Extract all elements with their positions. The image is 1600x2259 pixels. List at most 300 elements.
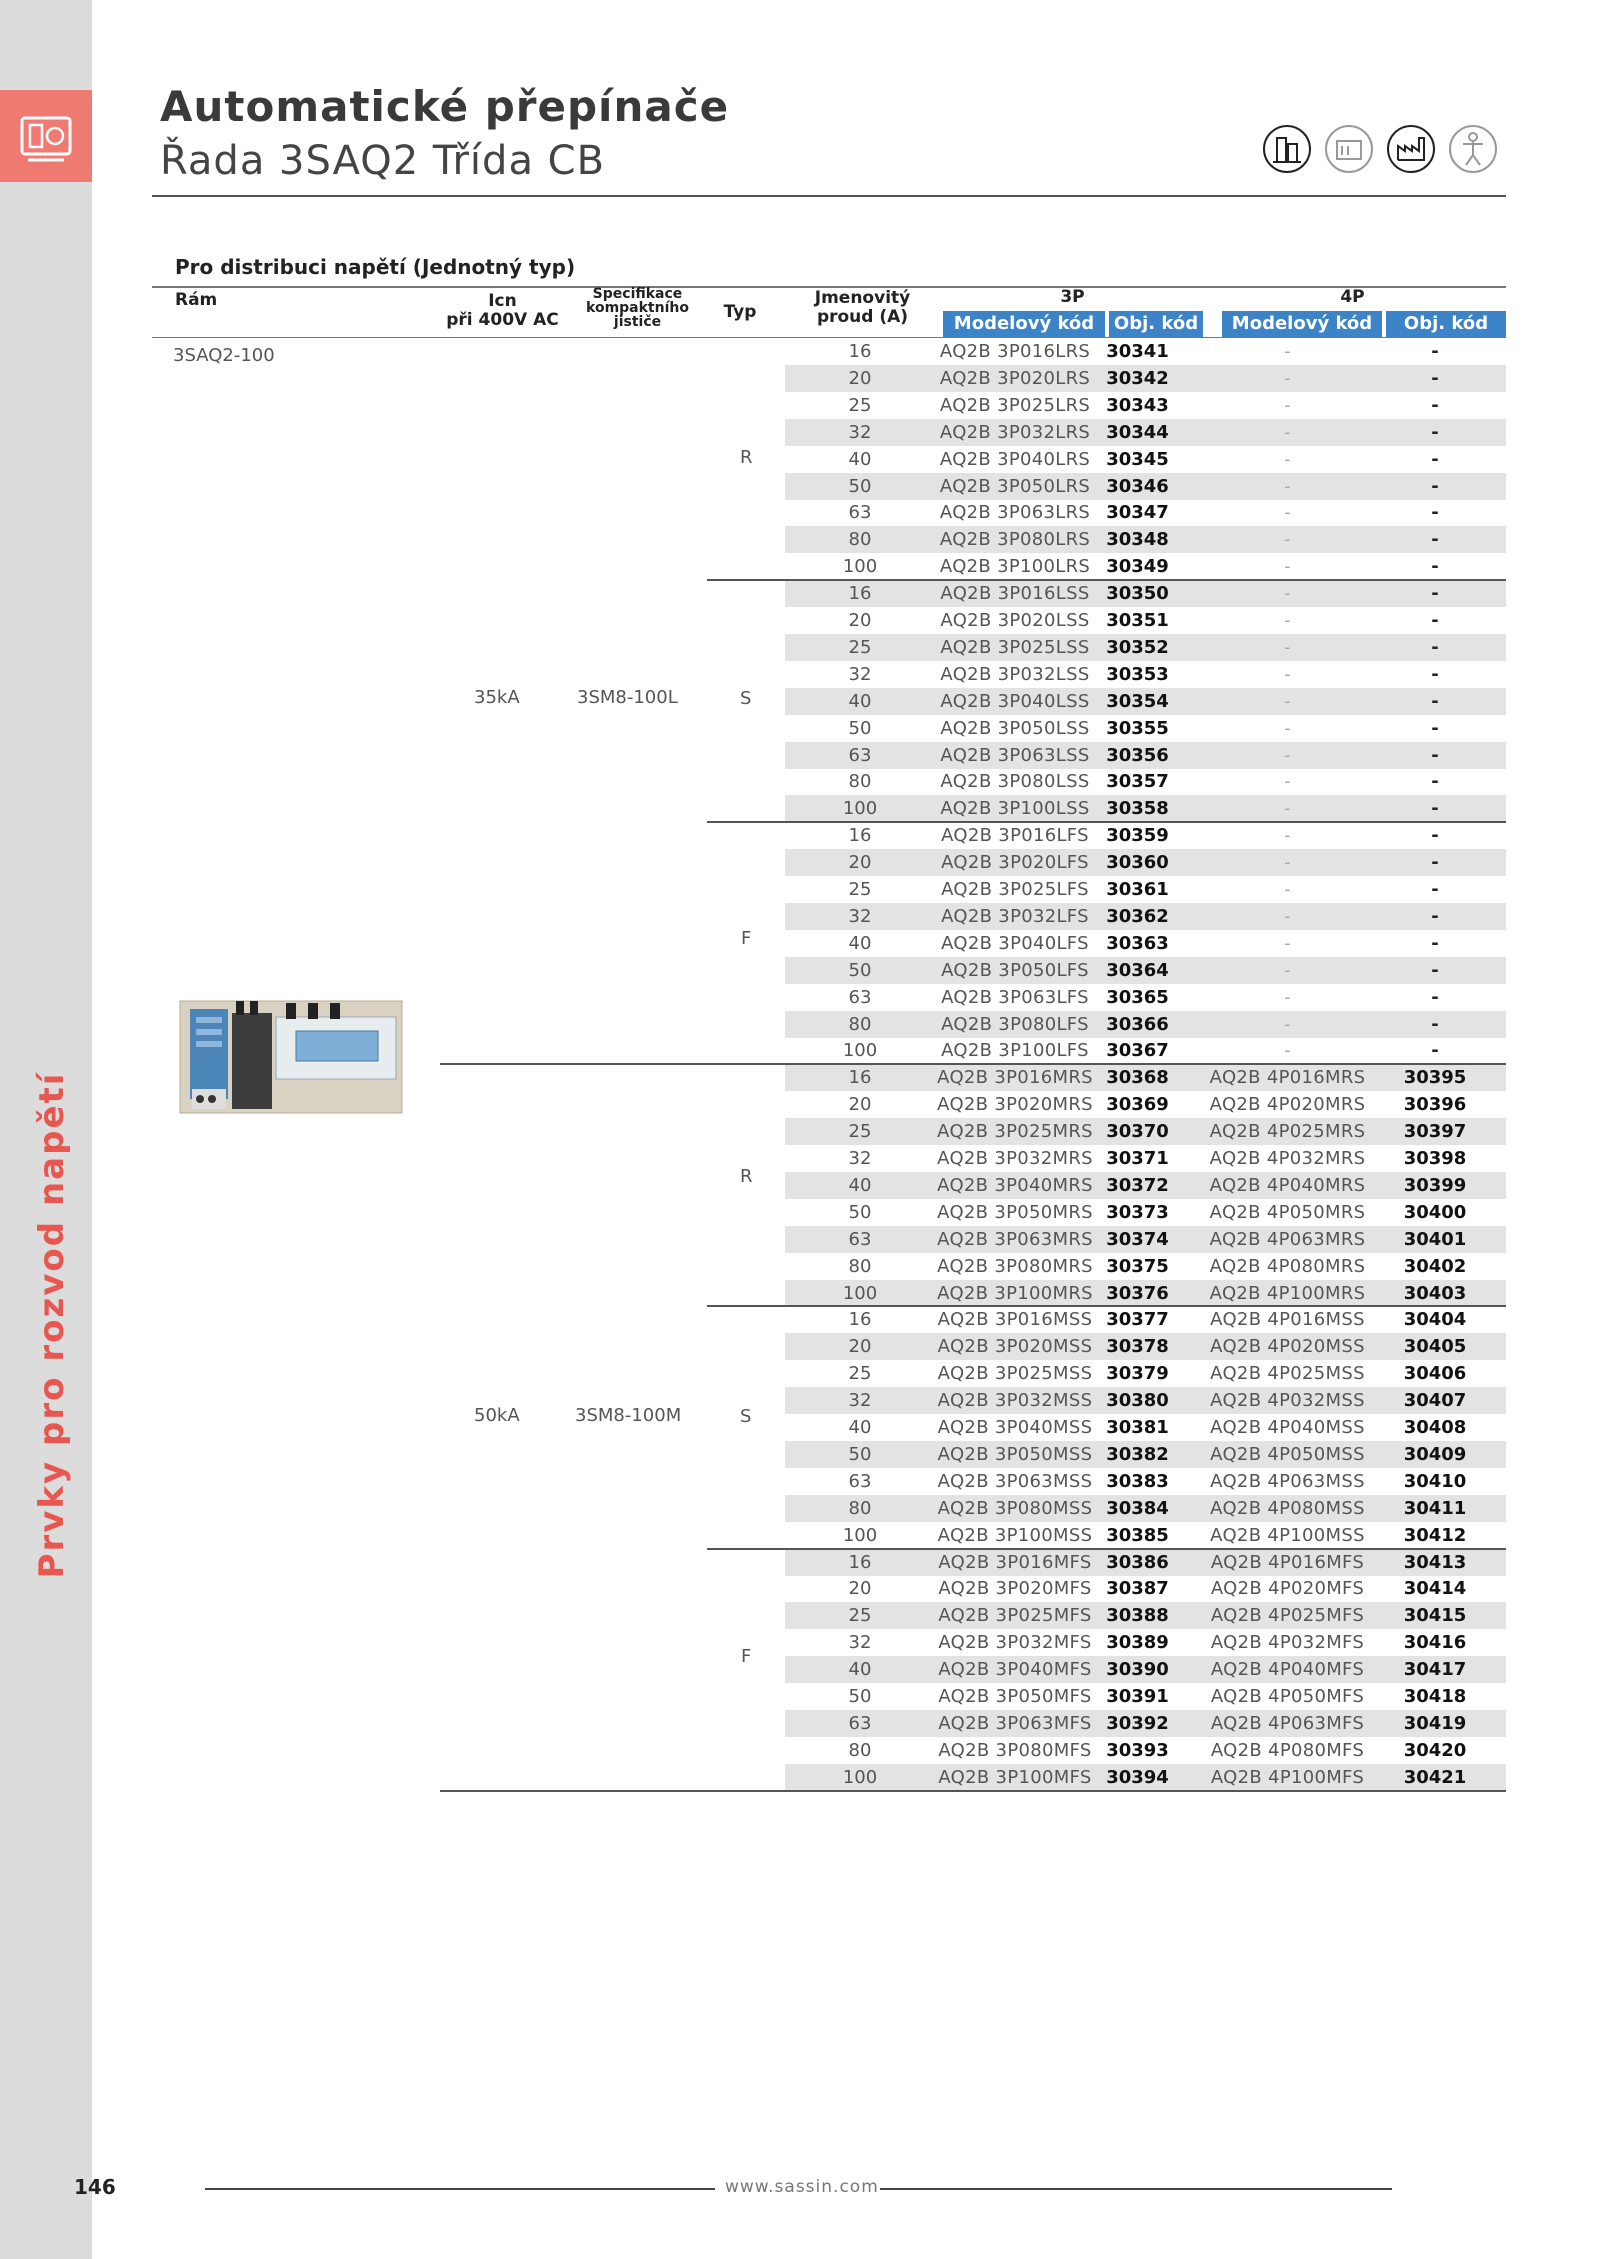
model-code-4p: AQ2B 4P025MSS <box>1210 1363 1365 1385</box>
model-code-3p: AQ2B 3P050LSS <box>940 717 1090 739</box>
order-code-4p: 30402 <box>1403 1255 1467 1277</box>
current: 63 <box>848 502 872 524</box>
model-code-3p: AQ2B 3P050MRS <box>937 1201 1093 1223</box>
order-code-4p: - <box>1431 690 1439 712</box>
order-code-3p: 30375 <box>1106 1255 1169 1277</box>
model-code-4p: - <box>1284 771 1291 793</box>
current: 25 <box>848 879 872 900</box>
order-code-4p: 30398 <box>1403 1148 1467 1169</box>
current: 16 <box>848 583 872 605</box>
model-code-4p: AQ2B 4P032MSS <box>1210 1390 1365 1412</box>
order-code-3p: 30377 <box>1106 1309 1169 1331</box>
table-row <box>785 1549 1506 1576</box>
model-code-4p: - <box>1284 475 1291 497</box>
type-label: F <box>741 928 752 949</box>
order-code-4p: - <box>1431 932 1439 954</box>
model-code-3p: AQ2B 3P025LSS <box>940 636 1090 658</box>
order-code-3p: 30361 <box>1106 879 1169 900</box>
table-row <box>785 795 1506 822</box>
table-row <box>785 419 1506 446</box>
table-row <box>785 607 1506 634</box>
order-code-4p: - <box>1431 583 1439 605</box>
order-code-4p: - <box>1431 556 1439 578</box>
current: 32 <box>848 1148 872 1169</box>
order-code-4p: 30416 <box>1403 1632 1467 1654</box>
order-code-3p: 30391 <box>1106 1686 1169 1707</box>
order-code-4p: 30401 <box>1403 1228 1467 1250</box>
model-code-3p: AQ2B 3P020LRS <box>939 367 1091 389</box>
order-code-4p: - <box>1431 367 1439 389</box>
current: 100 <box>842 556 878 578</box>
model-code-4p: AQ2B 4P100MSS <box>1210 1524 1365 1546</box>
model-code-4p: - <box>1284 690 1291 712</box>
table-row <box>785 1333 1506 1360</box>
table-row <box>785 1495 1506 1522</box>
table-row <box>785 634 1506 661</box>
col-header-order-3p: Obj. kód <box>1109 311 1203 337</box>
order-code-3p: 30351 <box>1106 610 1169 631</box>
order-code-4p: 30395 <box>1403 1067 1467 1089</box>
breaker-spec: 3SM8-100L <box>577 687 678 708</box>
table-row <box>785 1737 1506 1764</box>
model-code-4p: AQ2B 4P050MSS <box>1210 1443 1365 1465</box>
current: 50 <box>848 1443 872 1465</box>
table-row <box>785 984 1506 1011</box>
model-code-3p: AQ2B 3P080MSS <box>937 1497 1093 1519</box>
current: 40 <box>848 932 872 954</box>
model-code-4p: AQ2B 4P080MSS <box>1210 1497 1365 1519</box>
col-header-spec: Specifikace kompaktního jističe <box>586 286 689 330</box>
footer-rule-left <box>205 2188 715 2190</box>
model-code-3p: AQ2B 3P080MFS <box>938 1739 1092 1761</box>
order-code-4p: 30397 <box>1403 1121 1467 1143</box>
order-code-4p: - <box>1431 879 1439 900</box>
order-code-3p: 30354 <box>1106 690 1169 712</box>
current: 25 <box>848 636 872 658</box>
order-code-3p: 30344 <box>1106 421 1169 443</box>
order-code-4p: 30405 <box>1403 1336 1467 1358</box>
table-row <box>785 822 1506 849</box>
order-code-3p: 30348 <box>1106 529 1169 551</box>
model-code-4p: - <box>1284 367 1291 389</box>
current: 32 <box>848 1390 872 1412</box>
current: 50 <box>848 1201 872 1223</box>
table-row <box>785 553 1506 580</box>
order-code-3p: 30353 <box>1106 663 1169 685</box>
model-code-4p: AQ2B 4P063MFS <box>1210 1712 1365 1734</box>
model-code-4p: - <box>1284 905 1291 927</box>
current: 80 <box>848 529 872 551</box>
model-code-3p: AQ2B 3P050LFS <box>941 959 1089 981</box>
order-code-3p: 30357 <box>1106 771 1169 793</box>
model-code-4p: - <box>1284 636 1291 658</box>
model-code-4p: - <box>1284 959 1291 981</box>
frame-name: 3SAQ2-100 <box>173 345 275 366</box>
model-code-4p: AQ2B 4P080MFS <box>1210 1739 1365 1761</box>
model-code-3p: AQ2B 3P050MFS <box>938 1686 1092 1707</box>
order-code-3p: 30346 <box>1106 475 1169 497</box>
model-code-4p: AQ2B 4P016MFS <box>1210 1551 1365 1573</box>
col-header-ram: Rám <box>175 290 218 310</box>
table-row <box>785 392 1506 419</box>
table-row <box>785 957 1506 984</box>
order-code-3p: 30356 <box>1106 744 1169 766</box>
current: 50 <box>848 475 872 497</box>
model-code-4p: - <box>1284 610 1291 631</box>
table-row <box>785 903 1506 930</box>
model-code-4p: - <box>1284 583 1291 605</box>
table-row <box>785 876 1506 903</box>
model-code-3p: AQ2B 3P016LRS <box>939 341 1091 362</box>
order-code-4p: 30421 <box>1403 1766 1467 1788</box>
model-code-3p: AQ2B 3P040MRS <box>937 1174 1093 1196</box>
current: 40 <box>848 690 872 712</box>
page-title: Automatické přepínače <box>160 82 730 131</box>
order-code-4p: 30408 <box>1403 1417 1467 1438</box>
table-row <box>785 768 1506 795</box>
table-row <box>785 446 1506 473</box>
current: 32 <box>848 663 872 685</box>
table-row <box>785 1306 1506 1333</box>
order-code-4p: 30396 <box>1403 1094 1467 1116</box>
model-code-3p: AQ2B 3P016LSS <box>940 583 1090 605</box>
model-code-4p: AQ2B 4P020MFS <box>1210 1578 1365 1600</box>
current: 25 <box>848 1363 872 1385</box>
model-code-3p: AQ2B 3P100LRS <box>939 556 1091 578</box>
table-row <box>785 1414 1506 1441</box>
order-code-4p: 30413 <box>1403 1551 1467 1573</box>
order-code-4p: - <box>1431 448 1439 470</box>
order-code-4p: 30414 <box>1403 1578 1467 1600</box>
order-code-4p: 30409 <box>1403 1443 1467 1465</box>
model-code-3p: AQ2B 3P080LRS <box>939 529 1091 551</box>
table-row <box>785 1387 1506 1414</box>
table-row <box>785 688 1506 715</box>
model-code-3p: AQ2B 3P040LRS <box>939 448 1091 470</box>
current: 40 <box>848 448 872 470</box>
model-code-3p: AQ2B 3P032MFS <box>938 1632 1092 1654</box>
order-code-4p: 30404 <box>1403 1309 1467 1331</box>
current: 100 <box>842 1524 878 1546</box>
group-header-3p: 3P <box>1060 287 1085 307</box>
type-label: R <box>740 1166 753 1187</box>
model-code-4p: AQ2B 4P016MRS <box>1209 1067 1366 1089</box>
current: 100 <box>842 1040 878 1062</box>
current: 63 <box>848 1228 872 1250</box>
model-code-4p: AQ2B 4P032MFS <box>1210 1632 1365 1654</box>
table-row <box>785 1522 1506 1549</box>
order-code-3p: 30341 <box>1106 341 1169 362</box>
order-code-3p: 30386 <box>1106 1551 1169 1573</box>
col-header-model-3p: Modelový kód <box>943 311 1105 337</box>
model-code-4p: - <box>1284 717 1291 739</box>
model-code-3p: AQ2B 3P016MSS <box>937 1309 1093 1331</box>
order-code-3p: 30378 <box>1106 1336 1169 1358</box>
order-code-4p: - <box>1431 959 1439 981</box>
model-code-3p: AQ2B 3P025MSS <box>937 1363 1093 1385</box>
order-code-4p: - <box>1431 636 1439 658</box>
current: 25 <box>848 1605 872 1627</box>
current: 20 <box>848 367 872 389</box>
model-code-4p: - <box>1284 744 1291 766</box>
model-code-4p: - <box>1284 556 1291 578</box>
model-code-3p: AQ2B 3P040MFS <box>938 1659 1092 1681</box>
order-code-4p: 30420 <box>1403 1739 1467 1761</box>
table-row <box>785 930 1506 957</box>
footer-rule-right <box>880 2188 1392 2190</box>
model-code-4p: AQ2B 4P040MSS <box>1210 1417 1365 1438</box>
footer-url[interactable]: www.sassin.com <box>725 2177 879 2197</box>
table-row <box>785 1683 1506 1710</box>
order-code-4p: 30417 <box>1403 1659 1467 1681</box>
order-code-4p: - <box>1431 905 1439 927</box>
model-code-3p: AQ2B 3P040LSS <box>940 690 1090 712</box>
order-code-3p: 30369 <box>1106 1094 1169 1116</box>
model-code-3p: AQ2B 3P025LFS <box>941 879 1089 900</box>
current: 80 <box>848 1497 872 1519</box>
model-code-4p: - <box>1284 932 1291 954</box>
order-code-4p: - <box>1431 529 1439 551</box>
model-code-3p: AQ2B 3P032MRS <box>937 1148 1093 1169</box>
model-code-4p: AQ2B 4P025MRS <box>1209 1121 1366 1143</box>
order-code-4p: - <box>1431 852 1439 874</box>
type-label: S <box>740 1406 752 1427</box>
order-code-4p: - <box>1431 502 1439 524</box>
sidebar-category-label: Prvky pro rozvod napětí <box>32 1071 72 1579</box>
order-code-4p: - <box>1431 475 1439 497</box>
order-code-3p: 30359 <box>1106 825 1169 847</box>
model-code-3p: AQ2B 3P016MRS <box>937 1067 1093 1089</box>
icn-value: 35kA <box>474 687 520 708</box>
order-code-3p: 30360 <box>1106 852 1169 874</box>
order-code-3p: 30383 <box>1106 1470 1169 1492</box>
order-code-4p: - <box>1431 1013 1439 1035</box>
order-code-3p: 30362 <box>1106 905 1169 927</box>
current: 16 <box>848 1309 872 1331</box>
order-code-3p: 30387 <box>1106 1578 1169 1600</box>
group-divider <box>707 1548 1506 1550</box>
model-code-4p: AQ2B 4P050MRS <box>1209 1201 1366 1223</box>
model-code-3p: AQ2B 3P050MSS <box>937 1443 1093 1465</box>
model-code-3p: AQ2B 3P020LSS <box>940 610 1090 631</box>
model-code-4p: - <box>1284 1040 1291 1062</box>
col-header-current: Jmenovitý proud (A) <box>814 288 911 327</box>
current: 16 <box>848 1067 872 1089</box>
model-code-4p: - <box>1284 798 1291 820</box>
table-row <box>785 526 1506 553</box>
order-code-3p: 30368 <box>1106 1067 1169 1089</box>
model-code-4p: - <box>1284 879 1291 900</box>
page-subtitle: Řada 3SAQ2 Třída CB <box>160 138 606 184</box>
order-code-3p: 30350 <box>1106 583 1169 605</box>
model-code-3p: AQ2B 3P032LSS <box>940 663 1090 685</box>
order-code-4p: 30418 <box>1403 1686 1467 1707</box>
current: 100 <box>842 1282 878 1304</box>
col-header-model-4p: Modelový kód <box>1222 311 1382 337</box>
model-code-3p: AQ2B 3P063LFS <box>941 986 1089 1008</box>
order-code-3p: 30358 <box>1106 798 1169 820</box>
current: 80 <box>848 771 872 793</box>
model-code-3p: AQ2B 3P100LFS <box>941 1040 1089 1062</box>
order-code-3p: 30349 <box>1106 556 1169 578</box>
order-code-4p: - <box>1431 798 1439 820</box>
model-code-3p: AQ2B 3P016LFS <box>941 825 1089 847</box>
order-code-3p: 30379 <box>1106 1363 1169 1385</box>
order-code-3p: 30372 <box>1106 1174 1169 1196</box>
model-code-3p: AQ2B 3P025LRS <box>939 394 1091 416</box>
model-code-4p: - <box>1284 1013 1291 1035</box>
order-code-4p: 30407 <box>1403 1390 1467 1412</box>
model-code-4p: AQ2B 4P063MRS <box>1209 1228 1366 1250</box>
order-code-3p: 30374 <box>1106 1228 1169 1250</box>
order-code-4p: 30406 <box>1403 1363 1467 1385</box>
icn-value: 50kA <box>474 1405 520 1426</box>
type-label: R <box>740 447 753 468</box>
model-code-3p: AQ2B 3P063MSS <box>937 1470 1093 1492</box>
type-label: F <box>741 1646 752 1667</box>
table-row <box>785 499 1506 526</box>
model-code-4p: AQ2B 4P040MRS <box>1209 1174 1366 1196</box>
group-divider <box>707 579 1506 581</box>
order-code-3p: 30345 <box>1106 448 1169 470</box>
order-code-3p: 30393 <box>1106 1739 1169 1761</box>
table-row <box>785 1360 1506 1387</box>
model-code-4p: - <box>1284 986 1291 1008</box>
order-code-4p: 30419 <box>1403 1712 1467 1734</box>
group-divider <box>440 1063 1506 1065</box>
model-code-3p: AQ2B 3P100MSS <box>937 1524 1093 1546</box>
table-row <box>785 1145 1506 1172</box>
group-divider <box>707 1305 1506 1307</box>
model-code-4p: - <box>1284 852 1291 874</box>
order-code-3p: 30342 <box>1106 367 1169 389</box>
model-code-4p: AQ2B 4P025MFS <box>1210 1605 1365 1627</box>
table-row <box>785 1226 1506 1253</box>
order-code-3p: 30371 <box>1106 1148 1169 1169</box>
model-code-4p: AQ2B 4P063MSS <box>1210 1470 1365 1492</box>
model-code-3p: AQ2B 3P080LFS <box>941 1013 1089 1035</box>
order-code-4p: 30411 <box>1403 1497 1467 1519</box>
order-code-3p: 30364 <box>1106 959 1169 981</box>
order-code-4p: - <box>1431 663 1439 685</box>
current: 20 <box>848 1336 872 1358</box>
model-code-4p: - <box>1284 825 1291 847</box>
table-row <box>785 338 1506 365</box>
order-code-3p: 30385 <box>1106 1524 1169 1546</box>
table-row <box>785 1764 1506 1791</box>
model-code-3p: AQ2B 3P020LFS <box>941 852 1089 874</box>
current: 32 <box>848 421 872 443</box>
table-row <box>785 715 1506 742</box>
model-code-3p: AQ2B 3P020MSS <box>937 1336 1093 1358</box>
model-code-4p: AQ2B 4P100MRS <box>1209 1282 1366 1304</box>
current: 50 <box>848 717 872 739</box>
order-code-3p: 30389 <box>1106 1632 1169 1654</box>
model-code-3p: AQ2B 3P063MRS <box>937 1228 1093 1250</box>
current: 80 <box>848 1255 872 1277</box>
group-divider <box>707 821 1506 823</box>
current: 50 <box>848 959 872 981</box>
order-code-4p: - <box>1431 825 1439 847</box>
model-code-3p: AQ2B 3P100LSS <box>940 798 1090 820</box>
model-code-4p: AQ2B 4P016MSS <box>1210 1309 1365 1331</box>
order-code-4p: 30400 <box>1403 1201 1467 1223</box>
table-row <box>785 580 1506 607</box>
col-header-icn: Icn při 400V AC <box>446 291 559 330</box>
table-row <box>785 1253 1506 1280</box>
table-row <box>785 1011 1506 1038</box>
current: 63 <box>848 986 872 1008</box>
order-code-3p: 30347 <box>1106 502 1169 524</box>
model-code-4p: AQ2B 4P020MRS <box>1209 1094 1366 1116</box>
order-code-3p: 30392 <box>1106 1712 1169 1734</box>
order-code-4p: - <box>1431 421 1439 443</box>
table-row <box>785 1172 1506 1199</box>
order-code-3p: 30365 <box>1106 986 1169 1008</box>
model-code-4p: - <box>1284 341 1291 362</box>
model-code-3p: AQ2B 3P016MFS <box>938 1551 1092 1573</box>
table-row <box>785 1118 1506 1145</box>
order-code-3p: 30370 <box>1106 1121 1169 1143</box>
order-code-4p: - <box>1431 341 1439 362</box>
order-code-4p: - <box>1431 610 1439 631</box>
table-row <box>785 1037 1506 1064</box>
col-header-typ: Typ <box>723 302 757 322</box>
model-code-3p: AQ2B 3P025MFS <box>938 1605 1092 1627</box>
order-code-3p: 30373 <box>1106 1201 1169 1223</box>
table-row <box>785 1468 1506 1495</box>
table-row <box>785 1575 1506 1602</box>
table-row <box>785 1064 1506 1091</box>
current: 80 <box>848 1013 872 1035</box>
order-code-4p: - <box>1431 771 1439 793</box>
model-code-4p: - <box>1284 529 1291 551</box>
model-code-3p: AQ2B 3P050LRS <box>939 475 1091 497</box>
order-code-3p: 30352 <box>1106 636 1169 658</box>
current: 100 <box>842 1766 878 1788</box>
order-code-3p: 30380 <box>1106 1390 1169 1412</box>
order-code-3p: 30381 <box>1106 1417 1169 1438</box>
table-row <box>785 1199 1506 1226</box>
type-label: S <box>740 688 752 709</box>
table-row <box>785 1710 1506 1737</box>
current: 50 <box>848 1686 872 1707</box>
order-code-4p: 30412 <box>1403 1524 1467 1546</box>
model-code-4p: AQ2B 4P020MSS <box>1210 1336 1365 1358</box>
model-code-3p: AQ2B 3P080LSS <box>940 771 1090 793</box>
model-code-4p: AQ2B 4P050MFS <box>1210 1686 1365 1707</box>
order-code-3p: 30382 <box>1106 1443 1169 1465</box>
group-divider <box>440 1790 1506 1792</box>
current: 20 <box>848 1094 872 1116</box>
model-code-3p: AQ2B 3P020MRS <box>937 1094 1093 1116</box>
current: 32 <box>848 905 872 927</box>
model-code-4p: AQ2B 4P100MFS <box>1210 1766 1365 1788</box>
order-code-3p: 30355 <box>1106 717 1169 739</box>
model-code-3p: AQ2B 3P040MSS <box>937 1417 1093 1438</box>
order-code-4p: - <box>1431 717 1439 739</box>
table-row <box>785 1280 1506 1307</box>
model-code-3p: AQ2B 3P063LSS <box>940 744 1090 766</box>
order-code-3p: 30394 <box>1106 1766 1169 1788</box>
model-code-3p: AQ2B 3P032LFS <box>941 905 1089 927</box>
model-code-3p: AQ2B 3P100MFS <box>938 1766 1092 1788</box>
current: 16 <box>848 1551 872 1573</box>
order-code-4p: - <box>1431 394 1439 416</box>
current: 25 <box>848 394 872 416</box>
order-code-3p: 30363 <box>1106 932 1169 954</box>
table-row <box>785 1441 1506 1468</box>
